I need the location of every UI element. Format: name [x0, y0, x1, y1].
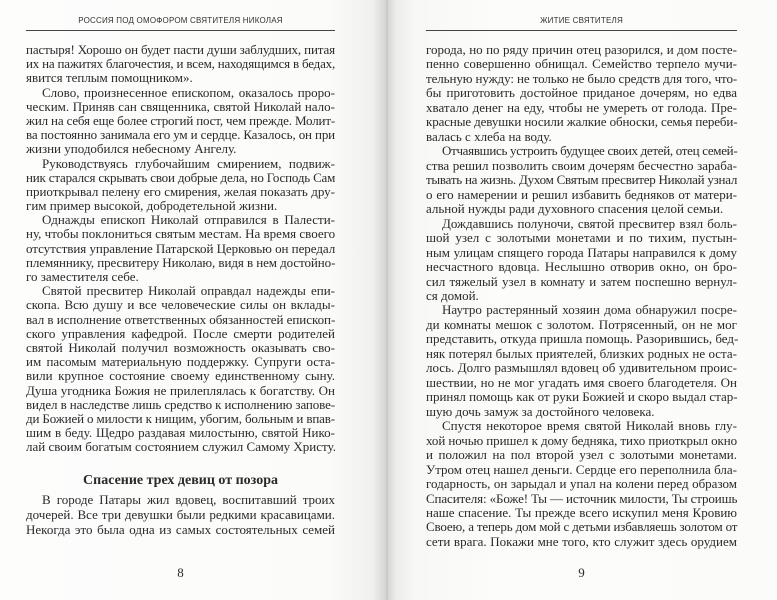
- text-line: тельную нужду: не только не было средств для того, что-: [426, 70, 738, 86]
- text-line: принял помощь как от руки Божией и скоро выдал стар-: [426, 389, 738, 405]
- paragraph: [426, 303, 737, 419]
- text-line: и положил на пол второй узел с золотыми монетами.: [426, 447, 737, 463]
- text-line: Руководствуясь глубочайшим смирением, подвиж-: [42, 155, 335, 171]
- paragraph: [26, 86, 335, 157]
- text-line: ства решил позволить своим дочерям бесчестно зараба-: [426, 157, 737, 173]
- text-line: пенно совершенно обнищал. Семейство терпело мучи-: [426, 56, 737, 72]
- text-line: Своею, а теперь дом мой с детьми избавляешь золотом от: [426, 519, 738, 535]
- left-page: [0, 0, 388, 600]
- header-rule: [426, 30, 737, 31]
- text-line: приоткрывал пелену его смирения, желая показать дру-: [26, 183, 335, 199]
- paragraph: [26, 157, 335, 214]
- text-line: лай своим богатым состоянием служил Самому Христу.: [26, 439, 336, 455]
- text-line: ным улицам спящего города Патары направился к дому: [426, 244, 737, 260]
- running-head: ЖИТИЕ СВЯТИТЕЛЯ: [540, 16, 623, 25]
- page-text: [426, 43, 737, 549]
- text-line: скопа. Всю душу и все человеческие силы он вклады-: [26, 297, 335, 313]
- text-line: альной нужды ради духовного спасения целой семьи.: [426, 201, 724, 217]
- text-line: вал в исполнение ответственных обязанностей епископ-: [26, 311, 336, 327]
- page-number: 8: [177, 565, 184, 580]
- text-line: ческим. Приняв сан священника, святой Николай нало-: [26, 98, 335, 114]
- text-line: го заместителя себе.: [26, 269, 139, 284]
- text-line: Спасителя: «Боже! Ты — источник милости, Ты строишь: [426, 490, 738, 506]
- text-line: несчастного вдовца. Неслышно отворив окно, он бро-: [426, 259, 737, 275]
- text-line: гим пример высокой, добродетельной жизни.: [26, 198, 278, 214]
- text-line: шой узел с золотыми монетами и по тихим, пустын-: [426, 230, 737, 246]
- text-line: ну, чтобы поклониться святым местам. На время своего: [26, 226, 336, 242]
- text-line: ского управления кафедрой. После смерти родителей: [26, 325, 335, 341]
- text-line: жил на себя еще более строгий пост, чем прежде. Молит-: [26, 112, 335, 128]
- text-line: наше спасение. Ты прежде всего искупил меня Кровию: [426, 505, 737, 520]
- text-line: шествии, но не мог угадать имя своего благодетеля. Он: [426, 374, 737, 390]
- text-line: племяннику, пресвитеру Николаю, видя в нем достойно-: [26, 254, 336, 270]
- paragraph: [26, 43, 335, 86]
- text-line: Слово, произнесенное епископом, оказалось проро-: [42, 84, 335, 100]
- text-line: вили крупное состояние своему единственному сыну.: [26, 368, 335, 384]
- section-heading: Спасение трех девиц от позора: [83, 473, 278, 489]
- text-line: им пасомым материальную поддержку. Супруги оста-: [26, 354, 335, 370]
- text-line: города, но по ряду причин отец разорился, и дом посте-: [426, 42, 737, 57]
- text-line: отсутствия управление Патарской Церковью он передал: [26, 240, 336, 256]
- paragraph: [426, 43, 737, 144]
- text-line: няк потерял былых приятелей, близких родных не оста-: [426, 345, 737, 361]
- text-line: Душа угодника Божия не прилеплялась к богатству. Он: [26, 382, 335, 398]
- text-line: красные девушки носили жалкие обноски, семья переби-: [426, 114, 738, 130]
- text-line: Однажды епископ Николай отправился в Палести-: [42, 212, 335, 228]
- text-line: пастыря! Хорошо он будет пасти души заблудших, питая: [26, 42, 335, 57]
- text-line: сил тяжелый узел в комнату и затем поспешно вернул-: [426, 273, 737, 289]
- text-line: шую дочь замуж за достойного человека.: [426, 403, 655, 419]
- text-line: хой ночью пришел к дому бедняка, тихо приоткрыл окно: [426, 432, 737, 448]
- text-line: ди Божией о милости к нищим, убогим, больным и впав-: [26, 410, 335, 426]
- text-line: Утром отец нашел деньги. Сердце его переполнила бла-: [426, 461, 737, 477]
- text-line: бы приготовить достойное приданое дочерям, но едва: [426, 85, 737, 101]
- text-line: годарность, он зарыдал и упал на колени перед образом: [426, 476, 737, 492]
- text-line: представить, откуда пришла помощь. Разорившись, бед-: [426, 331, 739, 347]
- text-line: святой Николай получил возможность оказывать сво-: [26, 339, 335, 355]
- text-line: дочерей. Все три девушки были редкими красавицами.: [26, 507, 335, 523]
- paragraph: [26, 213, 335, 284]
- text-line: Наутро растерянный хозяин дома обнаружил посре-: [442, 302, 737, 318]
- text-line: сети врага. Покажи мне того, кто служит здесь орудием: [426, 533, 737, 549]
- paragraph: [26, 284, 335, 454]
- text-line: Святой пресвитер Николай оправдал надежды епи-: [42, 283, 335, 299]
- paragraph: [26, 492, 335, 537]
- text-line: ся домой.: [426, 287, 479, 303]
- text-line: явится теплым помощником».: [26, 70, 193, 86]
- page-number: 9: [578, 565, 585, 580]
- text-line: валась с хлеба на воду.: [426, 128, 552, 144]
- text-line: Дождавшись полуночи, святой пресвитер взял боль-: [442, 215, 737, 231]
- text-line: шим в беду. Щедро раздавая милостыню, святой Нико-: [26, 425, 335, 441]
- text-line: Отчаявшись устроить будущее своих детей, отец семей-: [442, 143, 738, 159]
- text-line: хватало денег на еду, чтобы не умереть от голода. Пре-: [426, 99, 737, 115]
- text-line: ди комнаты мешок с золотом. Потрясенный, он не мог: [426, 316, 737, 332]
- text-line: ва постоянно занимала его ум и сердце. Казалось, он при: [26, 127, 335, 143]
- text-line: лось. Долго размышлял вдовец об удивительном проис-: [426, 360, 737, 376]
- text-line: В городе Патары жил вдовец, воспитавший троих: [42, 492, 335, 508]
- text-line: ник старался скрывать свои добрые дела, но Господь Сам: [26, 169, 336, 185]
- paragraph: [426, 419, 737, 549]
- text-line: Некогда это была одна из самых состоятельных семей: [26, 522, 335, 538]
- paragraph: [426, 144, 737, 216]
- text-line: жизни уподобился небесному Ангелу.: [26, 141, 237, 157]
- page-text: [26, 43, 335, 537]
- header-rule: [26, 30, 335, 31]
- paragraph: [426, 217, 737, 304]
- right-page: [388, 0, 777, 600]
- text-line: Спустя некоторое время святой Николай вновь глу-: [442, 418, 737, 434]
- running-head: РОССИЯ ПОД ОМОФОРОМ СВЯТИТЕЛЯ НИКОЛАЯ: [78, 16, 283, 25]
- text-line: тывать на жизнь. Духом Святым пресвитер Николай узнал: [426, 172, 738, 188]
- text-line: их на пажитях благочестия, и всем, находящимся в бедах,: [26, 56, 335, 72]
- text-line: о его намерении и решил избавить бедняков от матери-: [426, 186, 737, 202]
- text-line: видел в наследстве лишь средство к исполнению запове-: [26, 396, 335, 412]
